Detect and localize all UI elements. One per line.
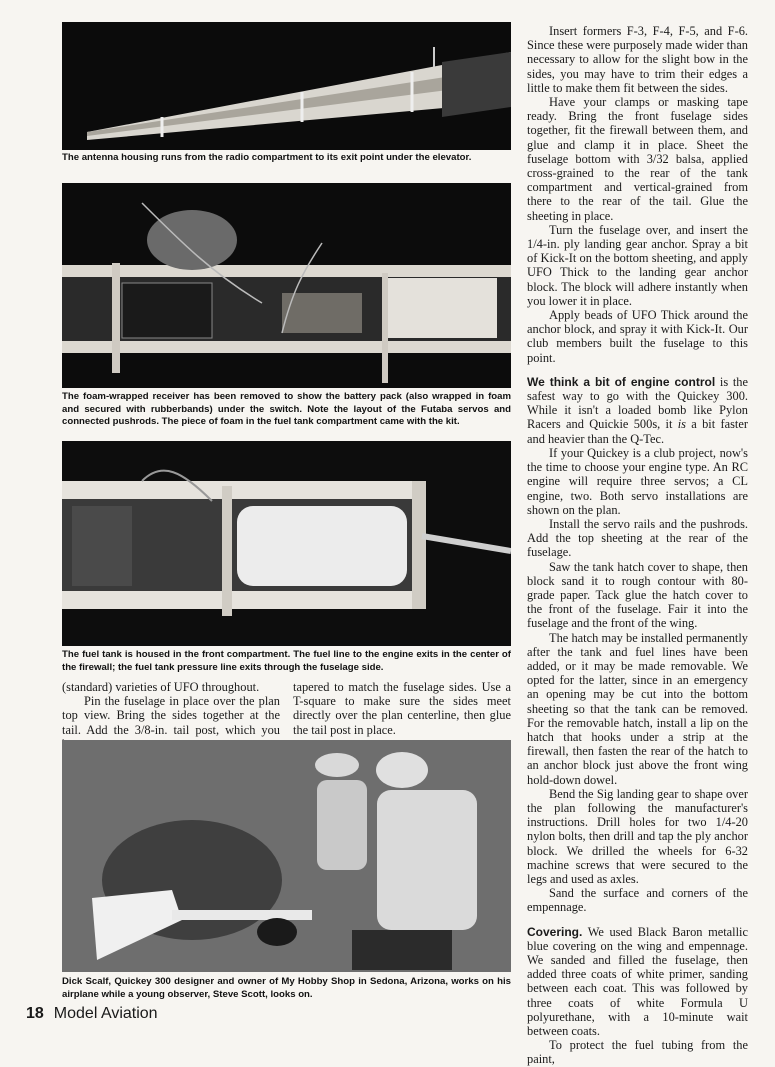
photo-designer-at-work	[62, 740, 511, 972]
servo-compartment-illustration	[62, 183, 511, 388]
photo-fuel-tank	[62, 441, 511, 646]
middle-paragraph-1: tapered to match the fuselage sides. Use a T-square to make sure the sides meet directly over the plan centerline, then glue the tail post in place.	[293, 680, 511, 737]
covering-lead: Covering.	[527, 924, 583, 939]
left-paragraph-1: (standard) varieties of UFO throughout.	[62, 680, 260, 694]
page-footer	[26, 1005, 158, 1023]
engine-control-italic: is	[677, 417, 686, 432]
magazine-name: Model Aviation	[53, 1005, 158, 1022]
engine-control-lead: We think a bit of engine control	[527, 374, 716, 389]
right-paragraph-6: Install the servo rails and the pushrods. Add the top sheeting at the rear of the fuselage.	[527, 516, 748, 560]
covering-paragraph	[527, 925, 748, 1039]
right-paragraph-5: If your Quickey is a club project, now's the time to choose your engine type. An RC engine will require three servos; a CL engine, two. Both servo installations are shown on the plan.	[527, 445, 748, 517]
caption-photo3: The fuel tank is housed in the front compartment. The fuel line to the engine exits in the center of the firewall; the fuel tank pressure line exits through the fuselage side.	[62, 649, 511, 673]
right-paragraph-last: To protect the fuel tubing from the paint,	[527, 1038, 748, 1067]
right-paragraph-1: Insert formers F-3, F-4, F-5, and F-6. Since these were purposely made wider than necessary to allow for the slight bow in the sides, you may have to trim their edges a little to make them fit between the sides.	[527, 24, 748, 95]
right-paragraph-7: Saw the tank hatch cover to shape, then block sand it to rough contour with 80-grade paper. Tack glue the hatch cover to the front of the fuselage. Fair it into the fuselage and the front of the wing.	[527, 559, 748, 631]
right-column	[527, 24, 748, 1067]
engine-control-paragraph	[527, 375, 748, 446]
caption-photo2: The foam-wrapped receiver has been removed to show the battery pack (also wrapped in foam and secured with rubberbands) under the switch. Note the layout of the Futaba servos and connected pushrods. The piece of foam in the fuel tank compartment came with the kit.	[62, 391, 511, 427]
photo-antenna-housing	[62, 22, 511, 150]
covering-text: We used Black Baron metallic blue covering on the wing and empennage. We sanded and filled the fuselage, then added three coats of white primer, sanding between each coat. This was followed by three coats of white Formula U polyurethane, with a 10-minute wait between coats.	[527, 924, 748, 1039]
photo-servo-layout	[62, 183, 511, 388]
middle-column	[293, 680, 511, 737]
left-paragraph-2: Pin the fuselage in place over the plan top view. Bring the sides together at the tail. Add the 3/8-in. tail post, which you	[62, 694, 280, 737]
page-number: 18	[26, 1005, 44, 1022]
right-paragraph-8: The hatch may be installed permanently after the tank and fuel lines have been added, or it may be made removable. We opted for the latter, since in an emergency an opening may be cut into the bottom sheeting so that the tank can be removed. For the removable hatch, install a lip on the hatch that hooks under a strip at the firewall, then fasten the rear of the hatch to an anchor block just above the front wing hold-down dowel.	[527, 630, 748, 787]
engine-control-text-b: a bit faster and heavier than the Q-Tec.	[527, 417, 748, 446]
caption-photo1: The antenna housing runs from the radio compartment to its exit point under the elevator.	[62, 152, 472, 163]
right-paragraph-10: Sand the surface and corners of the empennage.	[527, 886, 748, 915]
fuel-tank-illustration	[62, 441, 511, 646]
right-paragraph-3: Turn the fuselage over, and insert the 1/4-in. ply landing gear anchor. Spray a bit of Kick-It on the bottom sheeting, and apply UFO Thick to the landing gear anchor block. The block will adhere instantly when you lower it in place.	[527, 222, 748, 308]
right-paragraph-9: Bend the Sig landing gear to shape over the plan following the manufacturer's instructions. Drill holes for two 1/4-20 nylon bolts, then drill and tap the ply anchor block. We drilled the wheels for 6-32 machine screws that were secured to the legs and used as axles.	[527, 786, 748, 886]
workshop-scene-illustration	[62, 740, 511, 972]
right-paragraph-2: Have your clamps or masking tape ready. Bring the front fuselage sides together, fit the firewall between them, and glue and clamp it in place. Sheet the fuselage bottom with 3/32 balsa, applied cross-grained to the rear of the tank compartment and vertical-grained from there to the rear of the tail. Glue the sheeting in place.	[527, 95, 748, 223]
right-paragraph-4: Apply beads of UFO Thick around the anchor block, and spray it with Kick-It. Our club members built the fuselage to this point.	[527, 308, 748, 365]
fuselage-illustration	[62, 22, 511, 150]
engine-control-text-a: is the safest way to go with the Quickey 300. While it isn't a loaded bomb like Pylon Racers and Quickie 500s, it	[527, 374, 748, 432]
caption-photo4: Dick Scalf, Quickey 300 designer and owner of My Hobby Shop in Sedona, Arizona, works on his airplane while a young observer, Steve Scott, looks on.	[62, 976, 511, 1000]
